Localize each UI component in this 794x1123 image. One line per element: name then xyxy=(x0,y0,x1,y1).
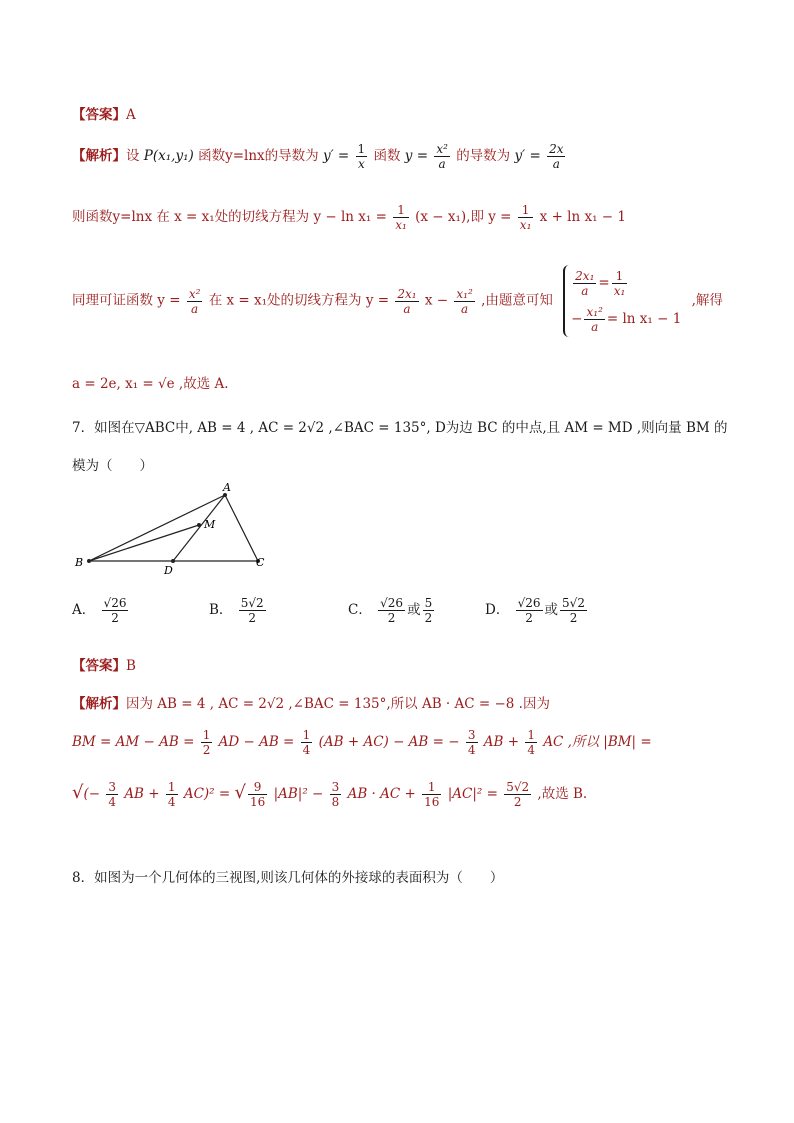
frac-den: 2 xyxy=(111,611,119,625)
option-key: D． xyxy=(485,602,510,618)
solution-1-line-3 xyxy=(72,265,734,337)
answer-value: B xyxy=(126,658,136,674)
point-d xyxy=(171,559,175,563)
math-expr: y′ = xyxy=(322,148,350,164)
math-expr: P(x₁,y₁) xyxy=(143,148,194,164)
answer-tag: 【答案】 xyxy=(72,658,126,674)
math-expr: AC)² = xyxy=(183,786,231,802)
label-m: M xyxy=(204,518,216,531)
frac-num: 5 xyxy=(424,596,433,610)
fraction: $\frac{\text{x²}}{a}$ xyxy=(436,142,448,171)
option-key: C． xyxy=(348,602,372,618)
option-a[interactable] xyxy=(72,596,130,625)
label-c: C xyxy=(256,556,265,569)
text: 的导数为 xyxy=(456,148,511,164)
or-text: 或 xyxy=(544,602,559,618)
fraction: $\frac{1}{x}$ xyxy=(357,142,366,171)
math-expr: (− xyxy=(83,786,101,802)
text: 则函数y=lnx 在 x = x₁处的切线方程为 y − ln x₁ = xyxy=(72,209,387,225)
text: 函数 xyxy=(373,148,401,164)
math-expr: AD − AB = xyxy=(218,734,295,750)
math-expr: AC ,所以 |BM| = xyxy=(543,734,652,750)
frac-den: 2 xyxy=(424,611,433,625)
answer-value: A xyxy=(126,107,136,123)
solution-1-line-2 xyxy=(72,203,734,232)
answer-tag: 【答案】 xyxy=(72,107,126,123)
label-d: D xyxy=(164,564,173,577)
fraction: $\frac{1}{\text{x₁}}$ xyxy=(519,203,532,232)
frac-num: 5√2 xyxy=(562,596,585,610)
fraction: $\frac{\text{2x₁}}{a}$ xyxy=(397,286,417,316)
solution-1-line-4: a = 2e, x₁ = √e ,故选 A. xyxy=(72,376,229,392)
math-expr: (AB + AC) − AB = − xyxy=(318,734,460,750)
text: = ln x₁ − 1 xyxy=(606,311,682,327)
or-text: 或 xyxy=(407,602,421,618)
solution-tag: 【解析】 xyxy=(72,148,126,164)
text: (x − x₁),即 y = xyxy=(415,209,512,225)
segment-bm xyxy=(89,525,199,561)
option-b[interactable] xyxy=(209,596,268,625)
label-b: B xyxy=(75,556,84,569)
text: 同理可证函数 y = xyxy=(72,292,181,309)
solution-tag: 【解析】 xyxy=(72,696,126,712)
fraction: $\frac{\text{x₁²}}{a}$ xyxy=(456,286,473,316)
question-7-line-1: 7．如图在▽ABC中, AB = 4 , AC = 2√2 ,∠BAC = 135°, D为边 BC 的中点,且 AM = MD ,则向量 BM 的 xyxy=(72,420,728,436)
option-key: A． xyxy=(72,602,96,618)
math-expr: AB · AC + xyxy=(347,786,416,802)
frac-den: 2 xyxy=(387,611,396,625)
math-expr: AB + xyxy=(124,786,160,802)
text: 设 xyxy=(126,148,140,164)
frac-den: 2 xyxy=(248,611,256,625)
text: ,由题意可知 xyxy=(481,292,553,309)
text: ,解得 xyxy=(691,292,723,309)
text: ,故选 B. xyxy=(537,786,588,802)
solution-2-line-3: √(− $\frac{3}{4}$ AB + $\frac{1}{4}$ AC)² = √ $\frac{9}{16}$ |AB|² − $\frac{3}{8}$ AB · AC + $\frac{1}{16}$ |AC|² = $\frac{5√2}{2}$ ,故选 B. xyxy=(72,780,588,809)
point-m xyxy=(197,523,201,527)
frac-num: √26 xyxy=(103,596,127,610)
question-8: 8．如图为一个几何体的三视图,则该几何体的外接球的表面积为（ ） xyxy=(72,870,504,886)
answer-line-1 xyxy=(72,103,734,123)
frac-num: √26 xyxy=(380,596,404,610)
fraction: $\frac{1}{\text{x₁}}$ xyxy=(395,203,407,232)
text: x − xyxy=(424,292,449,309)
solution-1-line-1 xyxy=(72,142,734,171)
triangle-figure xyxy=(72,478,272,578)
math-expr: BM = AM − AB = xyxy=(72,734,195,750)
option-d[interactable] xyxy=(485,596,589,625)
point-b xyxy=(87,559,91,563)
math-expr: AB + xyxy=(483,734,520,750)
question-7-line-2: 模为（ ） xyxy=(72,458,153,474)
segment-da xyxy=(173,495,225,561)
text: x + ln x₁ − 1 xyxy=(539,209,626,225)
segment-ac xyxy=(225,495,258,561)
math-expr: y′ = xyxy=(514,148,541,164)
fraction: $\frac{\text{x²}}{a}$ xyxy=(188,286,201,316)
fraction: $\frac{2x}{a}$ xyxy=(549,142,564,171)
solution-2-line-1 xyxy=(72,692,734,712)
text: 函数y=lnx的导数为 xyxy=(198,148,319,164)
math-expr: |AB|² − xyxy=(273,786,324,802)
frac-num: 5√2 xyxy=(240,596,264,610)
math-expr: |AC|² = xyxy=(447,786,498,802)
text: = xyxy=(598,275,610,291)
frac-den: 2 xyxy=(525,611,533,625)
equation-system: $\frac{\text{2x₁}}{a}$ = $\frac{1}{\text{x₁}}$ − $\frac{\text{x₁²}}{a}$ = ln x₁ − 1 xyxy=(563,265,681,337)
frac-num: √26 xyxy=(517,596,541,610)
answer-line-2 xyxy=(72,654,734,674)
text: 在 x = x₁处的切线方程为 y = xyxy=(208,292,390,309)
text: 因为 AB = 4 , AC = 2√2 ,∠BAC = 135°,所以 AB · AC = −8 .因为 xyxy=(126,696,550,712)
math-expr: y = xyxy=(404,148,429,164)
option-key: B． xyxy=(209,602,233,618)
solution-2-line-2: BM = AM − AB = $\frac{1}{2}$ AD − AB = $\frac{1}{4}$ (AB + AC) − AB = − $\frac{3}{4}$ AB + $\frac{1}{4}$ AC ,所以 |BM| = xyxy=(72,728,652,757)
frac-den: 2 xyxy=(569,611,578,625)
option-c[interactable] xyxy=(348,596,436,625)
label-a: A xyxy=(223,481,231,494)
